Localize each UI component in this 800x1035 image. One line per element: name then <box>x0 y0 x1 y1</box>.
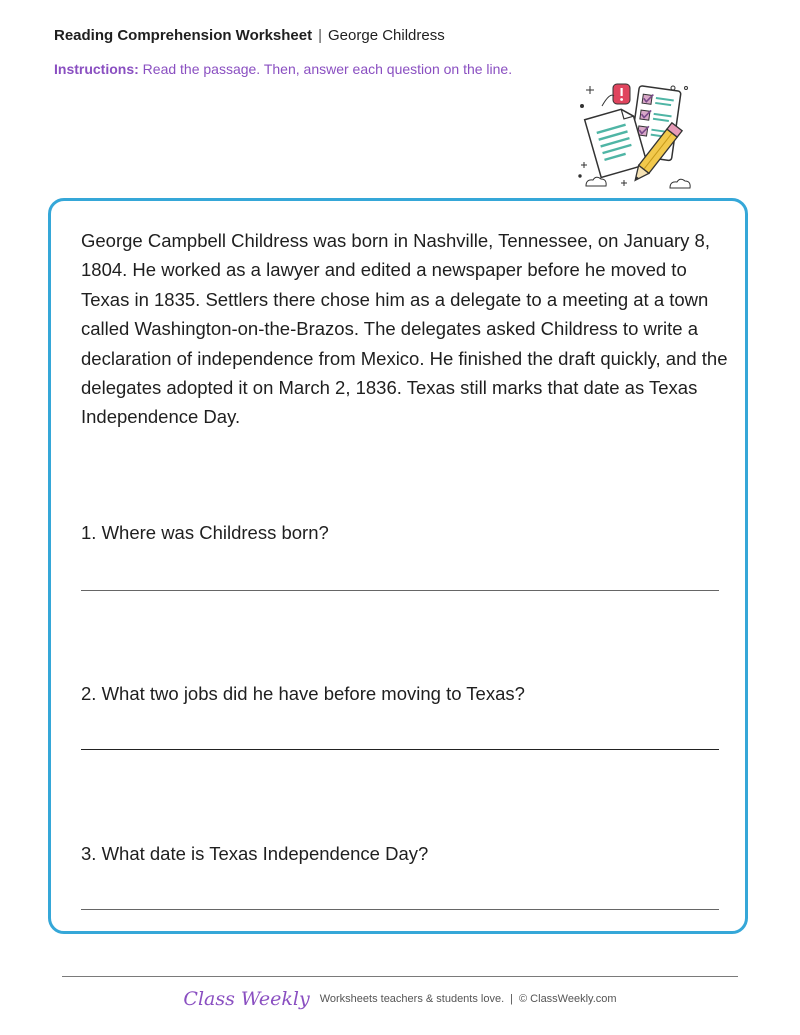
worksheet-header <box>54 27 445 44</box>
answer-line-2[interactable] <box>81 749 719 750</box>
worksheet-checklist-pencil-icon <box>572 76 696 198</box>
instructions-text: Read the passage. Then, answer each question on the line. <box>138 61 513 77</box>
answer-line-3[interactable] <box>81 909 719 910</box>
question-3: 3. What date is Texas Independence Day? <box>81 843 429 864</box>
footer-separator: | <box>510 993 514 1005</box>
instructions-label: Instructions: <box>54 61 139 77</box>
alert-bubble-icon <box>602 84 630 106</box>
footer-copyright: © ClassWeekly.com <box>519 993 617 1005</box>
reading-passage: George Campbell Childress was born in Nashville, Tennessee, on January 8, 1804. He worked as a lawyer and edited a newspaper before he moved to Texas in 1835. Settlers there chose him as a delegate to a meeting at a town called Washington-on-the-Brazos. The delegates asked Childress to write a declaration of independence from Mexico. He finished the draft quickly, and the delegates adopted it on March 2, 1836. Texas still marks that date as Texas Independence Day. <box>81 230 728 428</box>
worksheet-title: Reading Comprehension Worksheet <box>54 27 313 44</box>
header-separator: | <box>318 27 323 44</box>
question-1: 1. Where was Childress born? <box>81 522 329 543</box>
brand-logo: Class Weekly <box>183 988 310 1010</box>
footer-divider <box>62 976 738 977</box>
question-2: 2. What two jobs did he have before moving to Texas? <box>81 683 525 704</box>
answer-line-1[interactable] <box>81 590 719 591</box>
instructions <box>54 59 514 80</box>
worksheet-subject: George Childress <box>328 27 445 44</box>
footer <box>0 988 800 1010</box>
footer-tagline: Worksheets teachers & students love. <box>319 993 505 1005</box>
